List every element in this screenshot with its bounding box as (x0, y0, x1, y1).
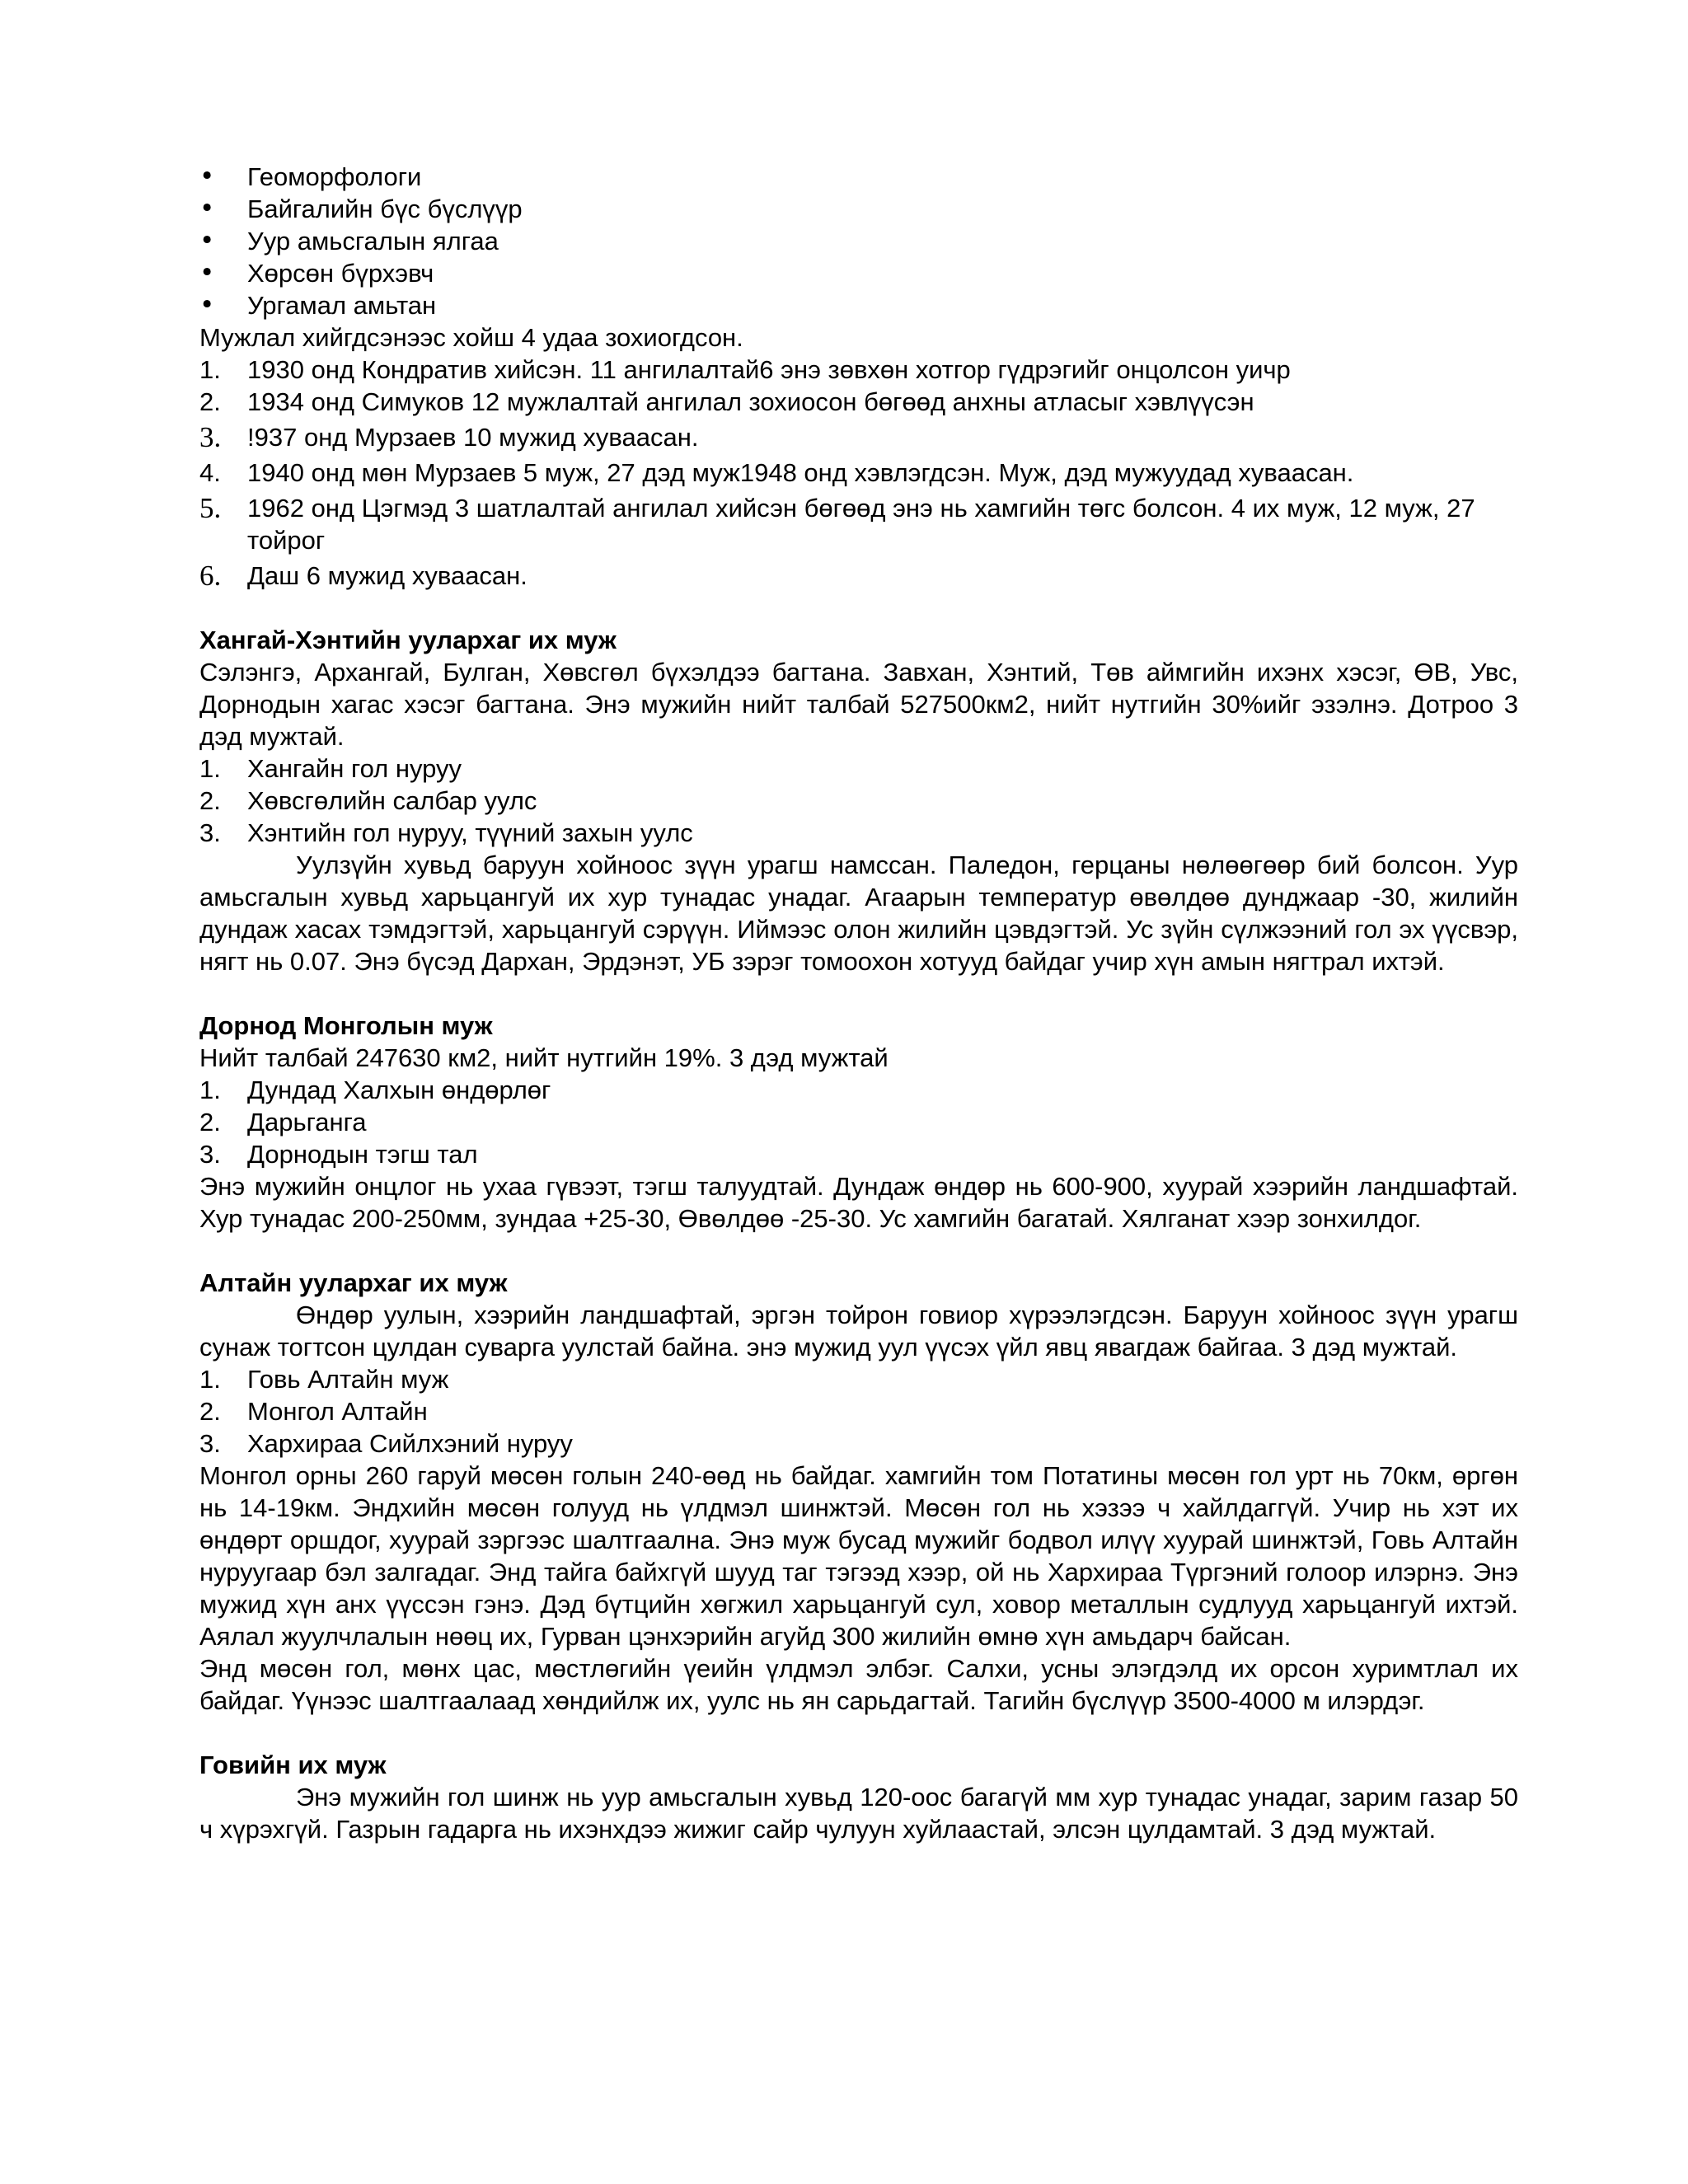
item-text: Дарьганга (247, 1108, 367, 1137)
subregion-item (199, 785, 1518, 817)
bullet-item: • Хөрсөн бүрхэвч (199, 257, 1518, 289)
hangai-subregion-list (199, 752, 1518, 849)
dornod-subregion-list (199, 1074, 1518, 1170)
item-text: Говь Алтайн муж (247, 1365, 449, 1394)
altai-body-1: Монгол орны 260 гаруй мөсөн голын 240-өөд нь байдаг. хамгийн том Потатины мөсөн гол урт нь 70км, өргөн нь 14-19км. Эндхийн мөсөн голууд нь үлдмэл шинжтэй. Мөсөн гол нь хэзээ ч хайлдаггүй. Учир нь хэт их өндөрт оршдог, хуурай зэргээс шалтгаална. Энэ муж бусад мужийг бодвол илүү хуурай шинжтэй, Говь Алтайн нуруугаар бэл залгадаг. Энд тайга байхгүй шууд таг тэгээд хээр, ой нь Хархираа Түргэний голоор илэрнэ. Энэ мужид хүн анх үүссэн гэнэ. Дэд бүтцийн хөгжил харьцангуй сул, ховор металлын судлууд харьцангуй ихтэй. Аялал жуулчлалын нөөц их, Гурван цэнхэрийн агуйд 300 жилийн өмнө хүн амьдарч байсан. (199, 1461, 1518, 1651)
zoning-intro: Мужлал хийгдсэнээс хойш 4 удаа зохиогдсон. (199, 323, 743, 352)
item-text: 1962 онд Цэгмэд 3 шатлалтай ангилал хийсэн бөгөөд энэ нь хамгийн төгс болсон. 4 их муж, 12 муж, 27 тойрог (247, 494, 1475, 555)
hangai-intro: Сэлэнгэ, Архангай, Булган, Хөвсгөл бүхэлдээ багтана. Завхан, Хэнтий, Төв аймгийн ихэнх хэсэг, ӨВ, Увс, Дорнодын хагас хэсэг багтана. Энэ мужийн нийт талбай 527500км2, нийт нутгийн 30%ийг эзэлнэ. Дотроо 3 дэд мужтай. (199, 658, 1518, 751)
subregion-item (199, 752, 1518, 785)
item-number: 2. (199, 1397, 221, 1426)
item-number: 3. (199, 1140, 221, 1169)
subregion-item (199, 1427, 1518, 1460)
altai-subregion-list (199, 1363, 1518, 1460)
subregion-item (199, 1106, 1518, 1138)
item-text: 1940 онд мөн Мурзаев 5 муж, 27 дэд муж1948 онд хэвлэгдсэн. Муж, дэд мужуудад хуваасан. (247, 458, 1354, 487)
subregion-item (199, 1363, 1518, 1395)
item-text: !937 онд Мурзаев 10 мужид хуваасан. (247, 423, 699, 452)
item-number: 3. (199, 818, 221, 847)
criteria-bullet-list (199, 161, 1518, 321)
bullet-item: • Байгалийн бүс бүслүүр (199, 193, 1518, 225)
item-text: Хөвсгөлийн салбар уулс (247, 786, 537, 815)
item-text: Хархираа Сийлхэний нуруу (247, 1429, 573, 1458)
section-heading-gobi: Говийн их муж (199, 1750, 387, 1779)
item-number: 3. (199, 1429, 221, 1458)
subregion-item (199, 1395, 1518, 1427)
gobi-body: Энэ мужийн гол шинж нь уур амьсгалын хувьд 120-оос багагүй мм хур тунадас унадаг, зарим газар 50 ч хүрэхгүй. Газрын гадарга нь ихэнхдээ жижиг сайр чулуун хуйлаастай, элсэн цулдамтай. 3 дэд мужтай. (199, 1783, 1518, 1844)
dornod-intro: Нийт талбай 247630 км2, нийт нутгийн 19%. 3 дэд мужтай (199, 1043, 889, 1072)
bullet-item: • Уур амьсгалын ялгаа (199, 225, 1518, 257)
item-number: 6. (199, 560, 222, 592)
item-number: 1. (199, 355, 221, 384)
hangai-body: Уулзүйн хувьд баруун хойноос зүүн урагш намссан. Паледон, герцаны нөлөөгөөр бий болсон. Уур амьсгалын хувьд харьцангуй их хур тунадас унадаг. Агаарын температур өвөлдөө дунджаар -30, жилийн дундаж хасах тэмдэгтэй, харьцангуй сэрүүн. Иймээс олон жилийн цэвдэгтэй. Ус зүйн сүлжээний гол эх үүсвэр, нягт нь 0.07. Энэ бүсэд Дархан, Эрдэнэт, УБ зэрэг томоохон хотууд байдаг учир хүн амын нягтрал ихтэй. (199, 851, 1518, 976)
zoning-item (199, 457, 1518, 489)
zoning-history-list (199, 354, 1518, 592)
section-heading-dornod: Дорнод Монголын муж (199, 1011, 493, 1040)
item-number: 1. (199, 754, 221, 783)
subregion-item (199, 1074, 1518, 1106)
zoning-item (199, 354, 1518, 386)
altai-body-2: Энд мөсөн гол, мөнх цас, мөстлөгийн үеийн үлдмэл элбэг. Салхи, усны элэгдэлд их орсон хуримтлал их байдаг. Үүнээс шалтгаалаад хөндийлж их, уулс нь ян сарьдагтай. Тагийн бүслүүр 3500-4000 м илэрдэг. (199, 1654, 1518, 1715)
zoning-item (199, 492, 1518, 556)
zoning-item (199, 560, 1518, 592)
item-text: 1930 онд Кондратив хийсэн. 11 ангилалтай6 энэ зөвхөн хотгор гүдрэгийг онцолсон уичр (247, 355, 1291, 384)
subregion-item (199, 1138, 1518, 1170)
item-text: Дундад Халхын өндөрлөг (247, 1076, 551, 1104)
item-text: Дорнодын тэгш тал (247, 1140, 478, 1169)
altai-intro: Өндөр уулын, хээрийн ландшафтай, эргэн тойрон говиор хүрээлэгдсэн. Баруун хойноос зүүн урагш сунаж тогтсон цулдан суварга уулстай байна. энэ мужид уул үүсэх үйл явц явагдаж байгаа. 3 дэд мужтай. (199, 1301, 1518, 1361)
item-number: 2. (199, 786, 221, 815)
dornod-body: Энэ мужийн онцлог нь ухаа гүвээт, тэгш талуудтай. Дундаж өндөр нь 600-900, хуурай хээрийн ландшафтай. Хур тунадас 200-250мм, зундаа +25-30, Өвөлдөө -25-30. Ус хамгийн багатай. Хялганат хээр зонхилдог. (199, 1172, 1518, 1233)
item-number: 2. (199, 1108, 221, 1137)
document-body (199, 161, 1518, 1845)
section-heading-altai: Алтайн уулархаг их муж (199, 1268, 508, 1297)
item-text: Хангайн гол нуруу (247, 754, 462, 783)
item-number: 4. (199, 458, 221, 487)
item-number: 1. (199, 1076, 221, 1104)
item-text: Хэнтийн гол нуруу, түүний захын уулс (247, 818, 693, 847)
item-text: Даш 6 мужид хуваасан. (247, 561, 528, 590)
zoning-item (199, 421, 1518, 453)
item-number: 1. (199, 1365, 221, 1394)
subregion-item (199, 817, 1518, 849)
bullet-item: • Ургамал амьтан (199, 289, 1518, 321)
item-text: Монгол Алтайн (247, 1397, 428, 1426)
item-text: 1934 онд Симуков 12 мужлалтай ангилал зохиосон бөгөөд анхны атласыг хэвлүүсэн (247, 387, 1254, 416)
item-number: 3. (199, 421, 222, 453)
bullet-item: • Геоморфологи (199, 161, 1518, 193)
section-heading-hangai: Хангай-Хэнтийн уулархаг их муж (199, 626, 617, 654)
item-number: 5. (199, 492, 222, 524)
item-number: 2. (199, 387, 221, 416)
zoning-item (199, 386, 1518, 418)
